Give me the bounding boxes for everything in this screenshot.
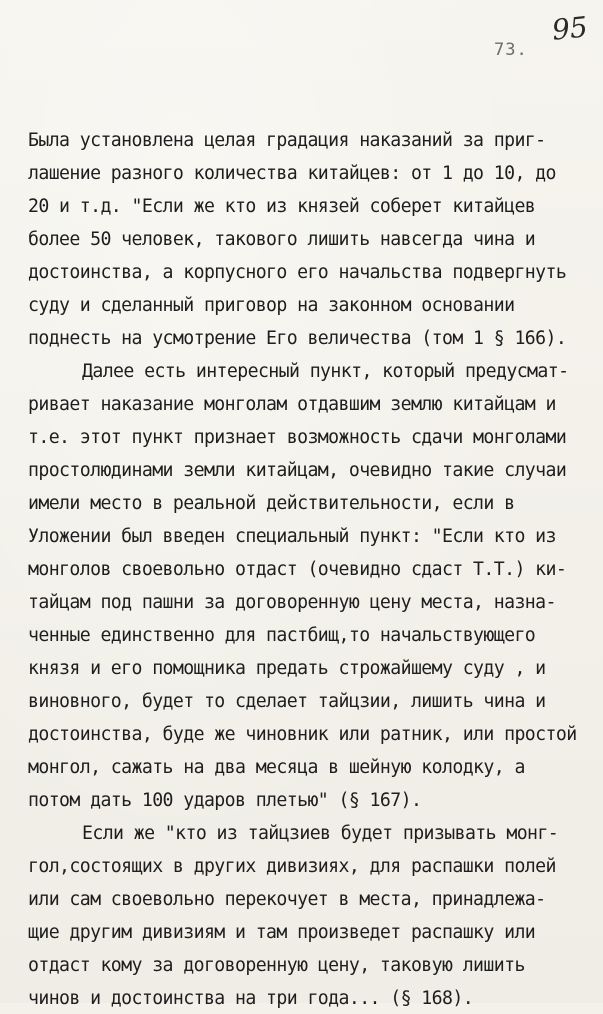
text-line: виновного, будет то сделает тайцзии, лишить чина и	[28, 691, 546, 712]
text-line: лашение разного количества китайцев: от 1 до 10, до	[28, 163, 556, 184]
text-line: т.е. этот пункт признает возможность сдачи монголами	[28, 427, 567, 448]
text-line: Далее есть интересный пункт, который предусмат-	[82, 361, 569, 382]
text-line: поднесть на усмотрение Его величества (том 1 § 166).	[28, 328, 567, 349]
text-line: 20 и т.д. "Если же кто из князей соберет китайцев	[28, 196, 536, 217]
text-line: гол,состоящих в других дивизиях, для распашки полей	[28, 856, 556, 877]
text-line: князя и его помощника предать строжайшему суду , и	[28, 658, 546, 679]
text-line: потом дать 100 ударов плетью" (§ 167).	[28, 790, 422, 811]
text-line: Если же "кто из тайцзиев будет призывать монг-	[82, 823, 559, 844]
text-line: чинов и достоинства на три года... (§ 168).	[28, 988, 474, 1009]
text-line: более 50 человек, такового лишить навсегда чина и	[28, 229, 536, 250]
folio-number: 95	[550, 10, 590, 47]
text-line: достоинства, а корпусного его начальства подвергнуть	[28, 262, 567, 283]
text-line: ривает наказание монголам отдавшим землю китайцам и	[28, 394, 556, 415]
text-line: Уложении был введен специальный пункт: "Если кто из	[28, 526, 556, 547]
text-line: монголов своевольно отдаст (очевидно сдаст Т.Т.) ки-	[28, 559, 567, 580]
text-line: или сам своевольно перекочует в места, принадлежа-	[28, 889, 546, 910]
document-body	[0, 126, 603, 1009]
text-line: суду и сделанный приговор на законном основании	[28, 295, 515, 316]
text-line: простолюдинами земли китайцам, очевидно такие случаи	[28, 460, 567, 481]
text-line: Была установлена целая градация наказаний за приг-	[28, 130, 546, 151]
text-line: щие другим дивизиям и там произведет распашку или	[28, 922, 536, 943]
text-line: достоинства, буде же чиновник или ратник, или простой	[28, 724, 577, 745]
text-line: монгол, сажать на два месяца в шейную колодку, а	[28, 757, 525, 778]
text-line: имели место в реальной действительности, если в	[28, 493, 515, 514]
text-line: тайцам под пашни за договоренную цену места, назна-	[28, 592, 556, 613]
page-number: 73.	[494, 40, 528, 60]
text-line: ченные единственно для пастбищ,то начальствующего	[28, 625, 536, 646]
text-line: отдаст кому за договоренную цену, таковую лишить	[28, 955, 525, 976]
